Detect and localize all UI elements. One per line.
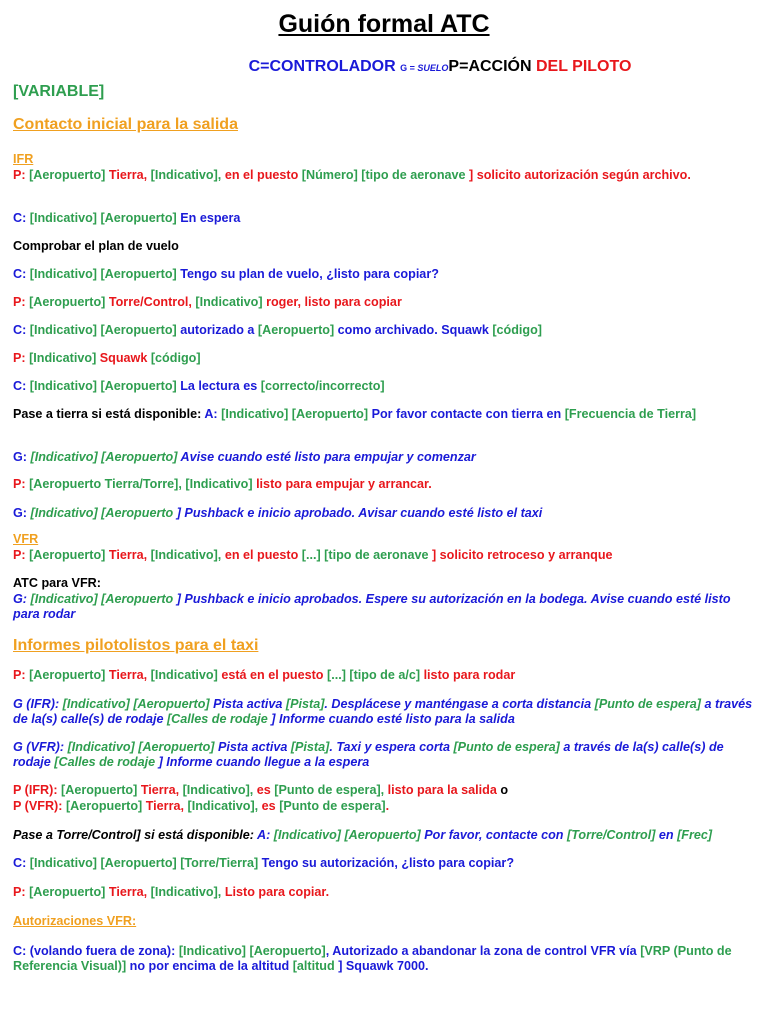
phrase: ] Informe cuando llegue a la espera (158, 755, 370, 769)
phrase: está en el puesto (221, 668, 327, 682)
phrase: en el puesto (224, 168, 302, 182)
speaker: G (IFR): (13, 697, 63, 711)
script-line (13, 379, 758, 394)
variable: [Aeropuerto] (29, 668, 109, 682)
variable: [Indicativo] [Aeropuerto] (62, 697, 214, 711)
speaker: P (IFR): (13, 783, 62, 797)
script-line (13, 407, 758, 422)
variable: [Indicativo] [Aeropuerto] (29, 267, 181, 281)
legend-controller: C=CONTROLADOR (248, 58, 396, 75)
script-line (13, 668, 758, 683)
script-line (13, 267, 758, 282)
phrase: . Taxi y espera corta (329, 740, 454, 754)
variable: [Calles de rodaje (54, 755, 159, 769)
script-line (13, 592, 758, 622)
phrase: Por favor contacte con tierra en (371, 407, 565, 421)
speaker: C: (13, 323, 30, 337)
phrase: ] solicito retroceso y arranque (431, 548, 613, 562)
script-line (13, 351, 758, 366)
speaker: C: (13, 267, 30, 281)
speaker: G: (13, 506, 31, 520)
variable: [Torre/Control] (567, 828, 659, 842)
section-heading-departure: Contacto inicial para la salida (13, 116, 238, 133)
phrase: autorizado a (180, 323, 258, 337)
variable: [Indicativo] [Aeropuerto] (30, 450, 181, 464)
script-line (13, 885, 758, 900)
speaker: A: (204, 407, 222, 421)
variable: [Número] [tipo de aeronave (301, 168, 470, 182)
variable: [Indicativo] [Aeropuerto] (221, 407, 372, 421)
phrase: ] Pushback e inicio aprobado. Avisar cuando esté listo el taxi (176, 506, 543, 520)
section-heading-taxi: Informes pilotolistos para el taxi (13, 637, 259, 654)
speaker: G: (13, 450, 31, 464)
variable: [Indicativo], (150, 548, 225, 562)
script-line (13, 548, 758, 563)
phrase: es (256, 783, 275, 797)
variable: [Aeropuerto] (29, 295, 109, 309)
phrase: . (385, 799, 390, 813)
variable: [Punto de espera] (279, 799, 386, 813)
phrase: Tierra, (108, 168, 151, 182)
phrase: , Autorizado a abandonar la zona de control VFR vía (325, 944, 641, 958)
phrase: no por encima de la altitud (129, 959, 293, 973)
variable: [Indicativo], (182, 783, 257, 797)
legend-ground-letter: G (400, 63, 408, 73)
variable: [Indicativo] [Aeropuerto (30, 592, 177, 606)
phrase: Tengo su plan de vuelo, ¿listo para copiar? (180, 267, 439, 281)
variable: [VRP (Punto de Referencia Visual)] (13, 944, 732, 973)
variable: [correcto/incorrecto] (260, 379, 385, 393)
phrase: ] Informe cuando esté listo para la salida (271, 712, 515, 726)
subheading-vfr: VFR (13, 532, 39, 546)
speaker: C: (13, 211, 30, 225)
phrase: Tierra, (140, 783, 183, 797)
variable: [Indicativo], (150, 168, 225, 182)
legend-ground: SUELO (417, 63, 449, 73)
instruction: Pase a Torre/Control] si está disponible: (13, 828, 257, 842)
variable: [Indicativo] [Aeropuerto] (67, 740, 219, 754)
variable: [Indicativo] [Aeropuerto] [Torre/Tierra] (29, 856, 262, 870)
script-line (13, 168, 758, 183)
instruction: Pase a tierra si está disponible: (13, 407, 205, 421)
script-line (13, 799, 758, 814)
script-line (13, 450, 758, 465)
subheading-vfr-clearances: Autorizaciones VFR: (13, 914, 137, 928)
instruction-line: Comprobar el plan de vuelo (13, 239, 179, 253)
phrase: La lectura es (180, 379, 261, 393)
instruction-line: ATC para VFR: (13, 576, 101, 590)
legend-pilot-action: P=ACCIÓN (448, 58, 532, 75)
variable: [...] [tipo de a/c] (327, 668, 424, 682)
phrase: Squawk (99, 351, 151, 365)
phrase: Listo para copiar. (224, 885, 330, 899)
variable: [Indicativo] [Aeropuerto (30, 506, 177, 520)
phrase: Pista activa (213, 697, 286, 711)
variable: [Frec] (677, 828, 713, 842)
variable: [Indicativo] [Aeropuerto] (178, 944, 326, 958)
variable: [código] (492, 323, 543, 337)
variable: [Aeropuerto Tierra/Torre], (29, 477, 186, 491)
variable: [Pista] (290, 740, 330, 754)
variable: [Aeropuerto] (61, 783, 141, 797)
conjunction: o (500, 783, 509, 797)
phrase: Tierra, (108, 885, 151, 899)
speaker: P: (13, 548, 30, 562)
variable: [Frecuencia de Tierra] (564, 407, 697, 421)
script-line (13, 323, 758, 338)
variable: [Pista] (285, 697, 325, 711)
variable: [Indicativo] [Aeropuerto] (29, 323, 181, 337)
speaker: P: (13, 477, 30, 491)
phrase: roger, listo para copiar (266, 295, 402, 309)
variable: [Indicativo], (150, 885, 225, 899)
phrase: listo para rodar (423, 668, 516, 682)
phrase: a través de la(s) calle(s) de rodaje (13, 740, 724, 769)
speaker: A: (257, 828, 274, 842)
speaker: G (VFR): (13, 740, 68, 754)
script-line (13, 211, 758, 226)
phrase: Torre/Control, (108, 295, 196, 309)
variable: [Indicativo] [Aeropuerto] (29, 211, 181, 225)
speaker: P: (13, 168, 30, 182)
legend-equals: = (407, 63, 418, 73)
phrase: Tengo su autorización, ¿listo para copiar? (261, 856, 515, 870)
phrase: Por favor, contacte con (424, 828, 568, 842)
variable: [Punto de espera] (594, 697, 705, 711)
script-line (13, 697, 758, 727)
script-line (13, 477, 758, 492)
script-line (13, 856, 758, 871)
variable: [Punto de espera], (274, 783, 388, 797)
phrase: en el puesto (224, 548, 302, 562)
phrase: como archivado. Squawk (337, 323, 493, 337)
script-line (13, 828, 758, 843)
variable-label: [VARIABLE] (13, 83, 105, 100)
legend-pilot: DEL PILOTO (536, 58, 632, 75)
variable: [Indicativo] (195, 295, 267, 309)
script-line (13, 740, 758, 770)
variable: [Punto de espera] (453, 740, 564, 754)
phrase: Pista activa (218, 740, 291, 754)
variable: [Aeropuerto] (29, 168, 109, 182)
phrase: ] Pushback e inicio aprobados. Espere su autorización en la bodega. Avise cuando esté listo para rodar (13, 592, 731, 621)
page-title: Guión formal ATC (278, 10, 490, 38)
phrase: . Desplácese y manténgase a corta distancia (324, 697, 595, 711)
phrase: en (658, 828, 678, 842)
speaker: C: (volando fuera de zona): (13, 944, 179, 958)
variable: [...] [tipo de aeronave (301, 548, 432, 562)
script-line (13, 944, 758, 974)
speaker: C: (13, 379, 30, 393)
phrase: En espera (180, 211, 241, 225)
variable: [altitud (292, 959, 339, 973)
phrase: Tierra, (145, 799, 188, 813)
phrase: ] solicito autorización según archivo. (469, 168, 691, 182)
variable: [Indicativo] (150, 668, 222, 682)
speaker: G: (13, 592, 31, 606)
script-line (13, 295, 758, 310)
phrase: listo para empujar y arrancar. (256, 477, 432, 491)
phrase: a través de la(s) calle(s) de rodaje (13, 697, 753, 726)
phrase: Tierra, (108, 668, 151, 682)
script-line (13, 783, 758, 798)
legend (0, 58, 768, 76)
variable: [Indicativo] [Aeropuerto] (29, 379, 181, 393)
variable: [Indicativo] (185, 477, 257, 491)
phrase: listo para la salida (387, 783, 501, 797)
variable: [Aeropuerto] (65, 799, 146, 813)
speaker: P: (13, 885, 30, 899)
speaker: P: (13, 295, 30, 309)
speaker: P: (13, 668, 30, 682)
variable: [Indicativo], (187, 799, 262, 813)
speaker: P: (13, 351, 30, 365)
phrase: Avise cuando esté listo para empujar y comenzar (180, 450, 476, 464)
variable: [Indicativo] [Aeropuerto] (273, 828, 425, 842)
speaker: P (VFR): (13, 799, 66, 813)
variable: [Aeropuerto] (29, 885, 109, 899)
phrase: Tierra, (108, 548, 151, 562)
phrase: es (261, 799, 280, 813)
script-line (13, 506, 758, 521)
subheading-ifr: IFR (13, 152, 34, 166)
variable: [Indicativo] (29, 351, 100, 365)
variable: [Calles de rodaje (166, 712, 272, 726)
variable: [Aeropuerto] (257, 323, 338, 337)
variable: [código] (150, 351, 201, 365)
speaker: C: (13, 856, 30, 870)
phrase: ] Squawk 7000. (338, 959, 429, 973)
variable: [Aeropuerto] (29, 548, 109, 562)
